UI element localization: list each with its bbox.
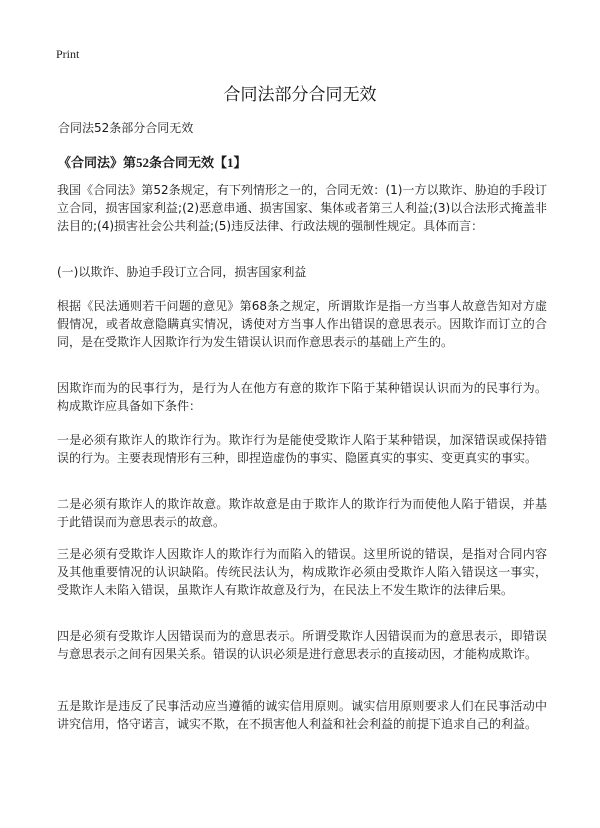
paragraph: 一是必须有欺诈人的欺诈行为。欺诈行为是能使受欺诈人陷于某种错误，加深错误或保持错误的行为。主要表现情形有三种，即捏造虚伪的事实、隐匿真实的事实、变更真实的事实。 [57,433,547,465]
paragraph: 三是必须有受欺诈人因欺诈人的欺诈行为而陷入的错误。这里所说的错误，是指对合同内容及其他重要情况的认识缺陷。传统民法认为，构成欺诈必须由受欺诈人陷入错误这一事实，受欺诈人未陷入错误，虽欺诈人有欺诈故意及行为，在民法上不发生欺诈的法律后果。 [57,547,547,597]
paragraph: (一)以欺诈、胁迫手段订立合同，损害国家利益 [57,265,307,279]
paragraph: 四是必须有受欺诈人因错误而为的意思表示。所谓受欺诈人因错误而为的意思表示，即错误与意思表示之间有因果关系。错误的认识必须是进行意思表示的直接动因，才能构成欺诈。 [57,629,547,661]
paragraph: 我国《合同法》第52条规定，有下列情形之一的，合同无效：(1)一方以欺诈、胁迫的手段订立合同，损害国家利益;(2)恶意串通、损害国家、集体或者第三人利益;(3)以合法形式掩盖非法目的;(4)损害社会公共利益;(5)违反法律、行政法规的强制性规定。具体而言： [57,183,547,233]
section-heading: 《合同法》第52条合同无效【1】 [58,155,247,170]
paragraph: 根据《民法通则若干问题的意见》第68条之规定，所谓欺诈是指一方当事人故意告知对方虚假情况，或者故意隐瞒真实情况，诱使对方当事人作出错误的意思表示。因欺诈而订立的合同，是在受欺诈人因欺诈行为发生错误认识而作意思表示的基础上产生的。 [57,299,547,349]
paragraph: 二是必须有欺诈人的欺诈故意。欺诈故意是由于欺诈人的欺诈行为而使他人陷于错误，并基于此错误而为意思表示的故意。 [57,497,547,529]
page-title: 合同法部分合同无效 [223,85,377,105]
paragraph: 五是欺诈是违反了民事活动应当遵循的诚实信用原则。诚实信用原则要求人们在民事活动中讲究信用，恪守诺言，诚实不欺，在不损害他人利益和社会利益的前提下追求自己的利益。 [57,699,547,731]
paragraph: 因欺诈而为的民事行为，是行为人在他方有意的欺诈下陷于某种错误认识而为的民事行为。构成欺诈应具备如下条件： [57,381,547,413]
subtitle: 合同法52条部分合同无效 [58,121,194,135]
print-link[interactable]: Print [56,47,80,61]
